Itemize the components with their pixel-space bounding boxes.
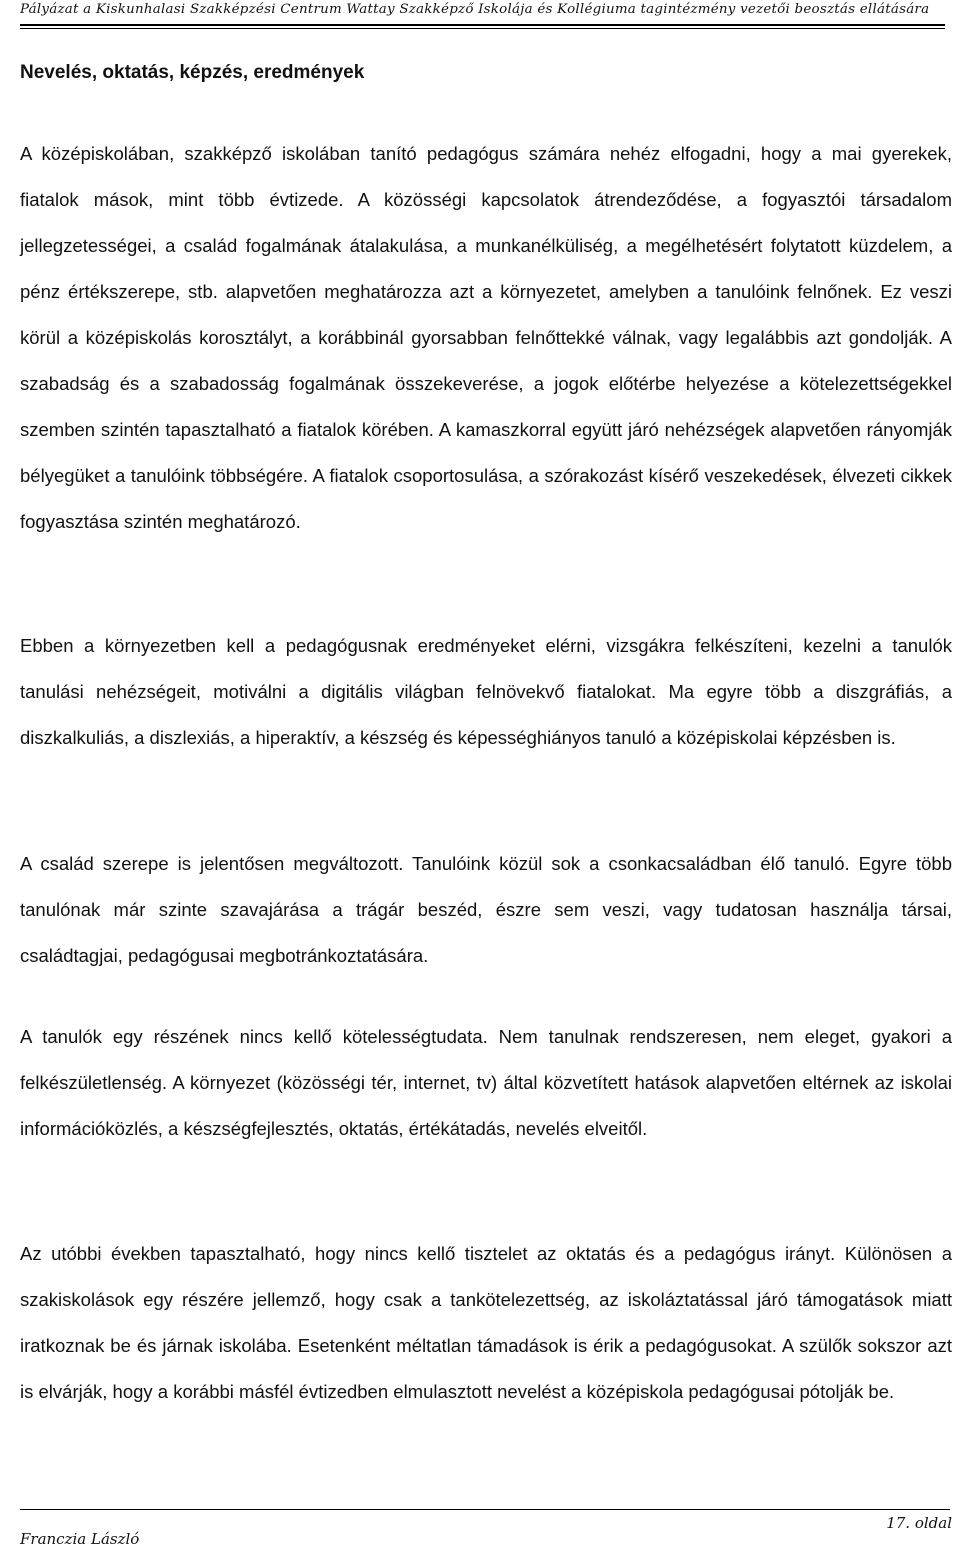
paragraph-4: A tanulók egy részének nincs kellő kötelességtudata. Nem tanulnak rendszeresen, nem eleget, gyakori a felkészületlenség. A környezet (közösségi tér, internet, tv) által közvetített hatások alapvetően eltérnek az iskolai információközlés, a készségfejlesztés, oktatás, értékátadás, nevelés elveitől.	[20, 1026, 952, 1139]
paragraph-3: A család szerepe is jelentősen megváltozott. Tanulóink közül sok a csonkacsaládban élő tanuló. Egyre több tanulónak már szinte szavajárása a trágár beszéd, észre sem veszi, vagy tudatosan használja társai, családtagjai, pedagógusai megbotránkoztatására.	[20, 853, 952, 966]
running-header: Pályázat a Kiskunhalasi Szakképzési Centrum Wattay Szakképző Iskolája és Kollégiuma tagintézmény vezetői beosztás ellátására	[20, 2, 930, 17]
paragraph-1: A középiskolában, szakképző iskolában tanító pedagógus számára nehéz elfogadni, hogy a mai gyerekek, fiatalok mások, mint több évtizede. A közösségi kapcsolatok átrendeződése, a fogyasztói társadalom jellegzetességei, a család fogalmának átalakulása, a munkanélküliség, a megélhetésért folytatott küzdelem, a pénz értékszerepe, stb. alapvetően meghatározza azt a környezetet, amelyben a tanulóink felnőnek. Ez veszi körül a középiskolás korosztályt, a korábbinál gyorsabban felnőttekké válnak, vagy legalábbis azt gondolják. A szabadság és a szabadosság fogalmának összekeverése, a jogok előtérbe helyezése a kötelezettségekkel szemben szintén tapasztalható a fiatalok körében. A kamaszkorral együtt járó nehézségek alapvetően rányomják bélyegüket a tanulóink többségére. A fiatalok csoportosulása, a szórakozást kísérő veszekedések, élvezeti cikkek fogyasztása szintén meghatározó.	[20, 143, 952, 532]
section-title: Nevelés, oktatás, képzés, eredmények	[20, 62, 365, 83]
paragraph-2: Ebben a környezetben kell a pedagógusnak eredményeket elérni, vizsgákra felkészíteni, kezelni a tanulók tanulási nehézségeit, motiválni a digitális világban felnövekvő fiatalokat. Ma egyre több a diszgráfiás, a diszkalkuliás, a diszlexiás, a hiperaktív, a készség és képességhiányos tanuló a középiskolai képzésben is.	[20, 635, 952, 748]
page-number: 17. oldal	[886, 1514, 952, 1532]
header-divider	[20, 24, 945, 29]
paragraph-5: Az utóbbi években tapasztalható, hogy nincs kellő tisztelet az oktatás és a pedagógus irányt. Különösen a szakiskolások egy részére jellemző, hogy csak a tankötelezettség, az iskoláztatással járó támogatások miatt iratkoznak be és járnak iskolába. Esetenként méltatlan támadások is érik a pedagógusokat. A szülők sokszor azt is elvárják, hogy a korábbi másfél évtizedben elmulasztott nevelést a középiskola pedagógusai pótolják be.	[20, 1243, 952, 1402]
footer-divider	[20, 1509, 950, 1510]
footer-author: Franczia László	[20, 1530, 140, 1548]
